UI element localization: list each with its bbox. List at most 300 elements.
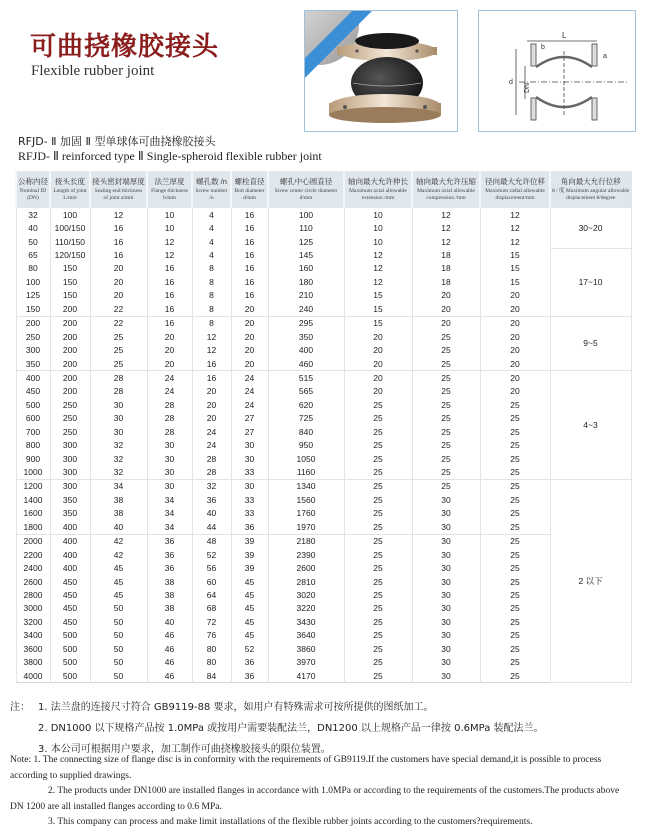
table-cell: 32: [90, 452, 147, 465]
page-title-cn: 可曲挠橡胶接头: [30, 32, 220, 62]
table-cell: 25: [344, 615, 412, 628]
table-cell: 12: [480, 208, 550, 221]
table-cell: 12: [192, 343, 231, 356]
table-cell: 33: [231, 493, 268, 506]
angle-displacement-cell: 30~20: [550, 208, 631, 248]
table-row: [16, 289, 631, 302]
table-cell: 20: [480, 289, 550, 302]
column-header: [231, 171, 268, 208]
table-cell: 16: [231, 262, 268, 275]
table-cell: 30: [231, 479, 268, 493]
table-cell: 1200: [16, 479, 50, 493]
table-cell: 24: [147, 371, 192, 385]
table-cell: 200: [50, 357, 90, 371]
table-row: [16, 235, 631, 248]
table-cell: 28: [147, 398, 192, 411]
table-cell: 25: [480, 398, 550, 411]
column-header-cn: 接头长度: [55, 177, 85, 186]
table-cell: 27: [231, 412, 268, 425]
table-cell: 24: [231, 385, 268, 398]
table-row: [16, 534, 631, 548]
table-cell: 110/150: [50, 235, 90, 248]
column-header: [480, 171, 550, 208]
column-header-cn: 螺孔中心圆直径: [279, 177, 333, 186]
table-cell: 4000: [16, 669, 50, 683]
table-cell: 20: [231, 343, 268, 356]
table-cell: 725: [268, 412, 344, 425]
column-header-cn: 轴向最大允许压缩: [416, 177, 476, 186]
table-cell: 210: [268, 289, 344, 302]
table-cell: 1400: [16, 493, 50, 506]
notes-cn: [10, 697, 544, 760]
angle-displacement-cell: 2 以下: [550, 479, 631, 683]
table-row: [16, 248, 631, 261]
table-cell: 25: [412, 343, 480, 356]
table-cell: 28: [192, 452, 231, 465]
note-cn-2: 2. DN1000 以下规格产品按 1.0MPa 或按用户需要装配法兰，DN1200 以上规格产品一律按 0.6MPa 装配法兰。: [38, 723, 544, 734]
note-cn-1: 1. 法兰盘的连接尺寸符合 GB9119-88 要求，如用户有特殊需求可按所提供的图纸加工。: [38, 702, 434, 713]
table-cell: 250: [16, 330, 50, 343]
table-cell: 150: [16, 302, 50, 316]
table-cell: 25: [344, 452, 412, 465]
table-cell: 10: [344, 235, 412, 248]
table-cell: 1340: [268, 479, 344, 493]
table-cell: 8: [192, 316, 231, 330]
table-cell: 500: [50, 669, 90, 683]
table-cell: 700: [16, 425, 50, 438]
column-header-en: Flange thickness b/mm: [151, 188, 188, 201]
column-header-en: Maximum radial allowable displacement/mm: [485, 188, 545, 201]
table-cell: 32: [192, 479, 231, 493]
table-cell: 25: [412, 398, 480, 411]
table-cell: 16: [147, 316, 192, 330]
table-cell: 400: [50, 534, 90, 548]
table-cell: 25: [480, 534, 550, 548]
table-row: [16, 221, 631, 234]
table-cell: 12: [412, 208, 480, 221]
table-cell: 25: [412, 412, 480, 425]
table-cell: 25: [480, 561, 550, 574]
table-cell: 150: [50, 275, 90, 288]
table-cell: 2180: [268, 534, 344, 548]
table-cell: 45: [231, 615, 268, 628]
column-header-en: Screw center circle diameter d/mm: [274, 188, 338, 201]
table-cell: 12: [147, 248, 192, 261]
table-cell: 1160: [268, 465, 344, 479]
table-cell: 20: [147, 343, 192, 356]
table-cell: 30: [412, 669, 480, 683]
column-header: [90, 171, 147, 208]
table-cell: 30: [412, 493, 480, 506]
table-cell: 25: [480, 642, 550, 655]
table-cell: 8: [192, 302, 231, 316]
column-header-en: θ / 度 Maximum angular allowable displacement θ/degree: [552, 188, 630, 201]
table-cell: 25: [344, 642, 412, 655]
table-cell: 16: [231, 275, 268, 288]
table-row: [16, 316, 631, 330]
table-cell: 450: [16, 385, 50, 398]
table-cell: 200: [50, 302, 90, 316]
table-cell: 25: [480, 629, 550, 642]
table-cell: 25: [412, 452, 480, 465]
model-description-en: RFJD- Ⅱ reinforced type Ⅱ Single-spheroid flexible rubber joint: [18, 149, 322, 163]
table-cell: 30: [412, 534, 480, 548]
table-cell: 25: [480, 438, 550, 451]
table-cell: 25: [480, 602, 550, 615]
table-row: [16, 588, 631, 601]
table-cell: 900: [16, 452, 50, 465]
table-cell: 500: [16, 398, 50, 411]
table-cell: 20: [90, 275, 147, 288]
table-cell: 25: [412, 438, 480, 451]
table-cell: 250: [50, 412, 90, 425]
table-cell: 68: [192, 602, 231, 615]
column-header: [344, 171, 412, 208]
product-photo: [304, 10, 458, 132]
table-cell: 20: [344, 330, 412, 343]
table-cell: 500: [50, 629, 90, 642]
table-cell: 20: [231, 330, 268, 343]
table-cell: 200: [50, 330, 90, 343]
table-cell: 300: [50, 438, 90, 451]
table-cell: 32: [16, 208, 50, 221]
table-cell: 3400: [16, 629, 50, 642]
table-cell: 400: [16, 371, 50, 385]
table-cell: 50: [90, 669, 147, 683]
table-row: [16, 615, 631, 628]
table-cell: 25: [90, 357, 147, 371]
table-cell: 515: [268, 371, 344, 385]
table-cell: 4: [192, 221, 231, 234]
table-cell: 10: [344, 208, 412, 221]
table-cell: 3430: [268, 615, 344, 628]
column-header-cn: 轴向最大允许伸长: [348, 177, 408, 186]
table-cell: 30: [412, 507, 480, 520]
table-cell: 16: [192, 371, 231, 385]
table-cell: 30: [412, 561, 480, 574]
angle-displacement-cell: 9~5: [550, 316, 631, 371]
column-header: [192, 171, 231, 208]
table-row: [16, 371, 631, 385]
table-cell: 50: [90, 655, 147, 668]
table-cell: 25: [412, 330, 480, 343]
table-row: [16, 548, 631, 561]
table-cell: 2000: [16, 534, 50, 548]
dimension-diagram-icon: [479, 11, 635, 131]
table-cell: 16: [231, 235, 268, 248]
column-header-cn: 法兰厚度: [154, 177, 185, 186]
table-cell: 25: [344, 479, 412, 493]
table-cell: 20: [480, 357, 550, 371]
table-cell: 48: [192, 534, 231, 548]
table-cell: 20: [412, 302, 480, 316]
table-cell: 2800: [16, 588, 50, 601]
table-cell: 33: [231, 465, 268, 479]
table-cell: 20: [344, 371, 412, 385]
table-cell: 12: [480, 235, 550, 248]
table-cell: 240: [268, 302, 344, 316]
table-cell: 450: [50, 588, 90, 601]
table-cell: 45: [231, 575, 268, 588]
column-header-en: Maximum axial allowable compression /mm: [417, 188, 475, 201]
table-cell: 36: [147, 548, 192, 561]
table-cell: 12: [147, 235, 192, 248]
table-cell: 12: [192, 330, 231, 343]
table-cell: 10: [147, 208, 192, 221]
column-header-en: Length of joint L/mm: [53, 188, 87, 201]
table-cell: 30: [147, 452, 192, 465]
table-cell: 12: [412, 221, 480, 234]
table-cell: 30: [90, 425, 147, 438]
table-cell: 46: [147, 642, 192, 655]
table-cell: 30: [412, 642, 480, 655]
specification-table: [15, 171, 632, 683]
table-cell: 38: [147, 575, 192, 588]
table-cell: 45: [90, 561, 147, 574]
column-header: [16, 171, 50, 208]
table-row: [16, 302, 631, 316]
table-cell: 25: [480, 479, 550, 493]
table-cell: 20: [231, 357, 268, 371]
table-cell: 50: [90, 642, 147, 655]
table-cell: 3220: [268, 602, 344, 615]
column-header-cn: 公称内径: [18, 177, 48, 186]
table-cell: 39: [231, 561, 268, 574]
table-cell: 25: [344, 520, 412, 534]
column-header: [412, 171, 480, 208]
table-cell: 4: [192, 208, 231, 221]
table-cell: 76: [192, 629, 231, 642]
table-cell: 12: [344, 248, 412, 261]
table-cell: 160: [268, 262, 344, 275]
table-cell: 42: [90, 534, 147, 548]
table-row: [16, 520, 631, 534]
table-cell: 250: [50, 398, 90, 411]
table-cell: 18: [412, 275, 480, 288]
diagram-label-l: L: [562, 31, 567, 40]
table-cell: 80: [16, 262, 50, 275]
table-cell: 46: [147, 629, 192, 642]
table-cell: 65: [16, 248, 50, 261]
table-cell: 25: [344, 655, 412, 668]
table-row: [16, 575, 631, 588]
table-cell: 18: [412, 248, 480, 261]
table-cell: 39: [231, 548, 268, 561]
table-cell: 25: [344, 548, 412, 561]
table-cell: 25: [480, 452, 550, 465]
table-cell: 32: [90, 438, 147, 451]
table-cell: 80: [192, 642, 231, 655]
table-cell: 12: [480, 221, 550, 234]
table-row: [16, 602, 631, 615]
table-cell: 350: [268, 330, 344, 343]
table-cell: 100: [16, 275, 50, 288]
table-cell: 30: [147, 465, 192, 479]
table-row: [16, 262, 631, 275]
table-cell: 25: [344, 561, 412, 574]
table-cell: 36: [231, 655, 268, 668]
table-cell: 18: [412, 262, 480, 275]
table-cell: 30: [231, 438, 268, 451]
table-cell: 25: [344, 575, 412, 588]
table-cell: 400: [268, 343, 344, 356]
table-cell: 25: [480, 588, 550, 601]
table-cell: 30: [147, 479, 192, 493]
column-header-cn: 接头密封端厚度: [92, 177, 145, 186]
table-cell: 16: [90, 235, 147, 248]
table-cell: 25: [344, 398, 412, 411]
table-cell: 12: [344, 275, 412, 288]
table-cell: 28: [147, 412, 192, 425]
dimension-diagram: [478, 10, 636, 132]
column-header-cn: 角向最大允行位移: [560, 177, 621, 186]
table-cell: 27: [231, 425, 268, 438]
table-cell: 30: [412, 602, 480, 615]
table-cell: 25: [480, 493, 550, 506]
table-cell: 2390: [268, 548, 344, 561]
table-cell: 565: [268, 385, 344, 398]
table-cell: 20: [192, 398, 231, 411]
table-row: [16, 425, 631, 438]
table-cell: 15: [480, 262, 550, 275]
table-cell: 45: [231, 629, 268, 642]
note-cn-3: 3. 本公司可根据用户要求，加工制作可曲挠橡胶接头的限位装置。: [38, 744, 331, 755]
table-cell: 44: [192, 520, 231, 534]
table-cell: 25: [480, 655, 550, 668]
diagram-label-b: b: [541, 44, 545, 51]
table-cell: 28: [192, 465, 231, 479]
table-cell: 460: [268, 357, 344, 371]
table-cell: 38: [147, 602, 192, 615]
table-cell: 34: [147, 507, 192, 520]
table-cell: 16: [147, 262, 192, 275]
table-cell: 52: [192, 548, 231, 561]
table-cell: 45: [231, 588, 268, 601]
table-cell: 45: [90, 575, 147, 588]
table-cell: 40: [90, 520, 147, 534]
table-cell: 36: [231, 520, 268, 534]
table-cell: 100/150: [50, 221, 90, 234]
table-row: [16, 357, 631, 371]
table-cell: 16: [231, 289, 268, 302]
table-row: [16, 507, 631, 520]
column-header-en: Bolt diameter d/mm: [234, 188, 265, 201]
table-cell: 84: [192, 669, 231, 683]
table-cell: 500: [50, 655, 90, 668]
note-en-2: 2. The products under DN1000 are installed flanges in accordance with 1.0MPa or according to the requirements of the customers.The products above DN 1200 are all installed flanges according to 0.6 MPa.: [10, 786, 620, 812]
table-row: [16, 452, 631, 465]
table-cell: 64: [192, 588, 231, 601]
table-cell: 30: [412, 575, 480, 588]
table-cell: 28: [90, 371, 147, 385]
table-cell: 25: [344, 412, 412, 425]
table-cell: 20: [412, 316, 480, 330]
table-cell: 45: [90, 588, 147, 601]
table-cell: 20: [412, 289, 480, 302]
table-cell: 300: [16, 343, 50, 356]
table-cell: 20: [344, 343, 412, 356]
table-cell: 450: [50, 602, 90, 615]
table-cell: 25: [480, 465, 550, 479]
table-cell: 1050: [268, 452, 344, 465]
table-row: [16, 385, 631, 398]
table-cell: 25: [344, 669, 412, 683]
table-cell: 33: [231, 507, 268, 520]
table-cell: 25: [412, 479, 480, 493]
table-cell: 25: [344, 425, 412, 438]
table-cell: 950: [268, 438, 344, 451]
table-cell: 50: [90, 602, 147, 615]
table-cell: 350: [50, 493, 90, 506]
table-cell: 20: [480, 371, 550, 385]
table-cell: 36: [147, 534, 192, 548]
table-cell: 80: [192, 655, 231, 668]
table-cell: 200: [50, 385, 90, 398]
table-cell: 40: [16, 221, 50, 234]
table-row: [16, 561, 631, 574]
table-cell: 3970: [268, 655, 344, 668]
column-header-cn: 螺栓直径: [234, 177, 265, 186]
table-cell: 40: [147, 615, 192, 628]
table-cell: 145: [268, 248, 344, 261]
table-cell: 8: [192, 289, 231, 302]
table-cell: 3800: [16, 655, 50, 668]
table-cell: 20: [480, 385, 550, 398]
table-cell: 20: [480, 316, 550, 330]
table-cell: 38: [90, 493, 147, 506]
table-cell: 120/150: [50, 248, 90, 261]
table-cell: 25: [344, 507, 412, 520]
table-cell: 20: [147, 330, 192, 343]
table-cell: 30: [90, 398, 147, 411]
table-cell: 2600: [268, 561, 344, 574]
table-cell: 20: [480, 343, 550, 356]
table-cell: 30: [412, 548, 480, 561]
table-cell: 20: [344, 357, 412, 371]
table-cell: 15: [344, 289, 412, 302]
table-cell: 300: [50, 479, 90, 493]
table-cell: 12: [344, 262, 412, 275]
table-cell: 3200: [16, 615, 50, 628]
table-row: [16, 343, 631, 356]
table-cell: 20: [90, 262, 147, 275]
table-cell: 25: [344, 534, 412, 548]
table-cell: 60: [192, 575, 231, 588]
table-cell: 1560: [268, 493, 344, 506]
column-header-en: Sealing end thickness of joint a/mm: [94, 188, 143, 201]
table-cell: 30: [412, 615, 480, 628]
table-cell: 100: [50, 208, 90, 221]
table-cell: 3600: [16, 642, 50, 655]
table-cell: 34: [147, 493, 192, 506]
table-cell: 50: [16, 235, 50, 248]
table-cell: 25: [480, 507, 550, 520]
table-cell: 295: [268, 316, 344, 330]
table-cell: 200: [50, 371, 90, 385]
table-cell: 3860: [268, 642, 344, 655]
table-cell: 72: [192, 615, 231, 628]
table-cell: 25: [344, 629, 412, 642]
model-description-cn: RFJD- Ⅱ 加固 Ⅱ 型单球体可曲挠橡胶接头: [18, 135, 216, 148]
table-cell: 400: [50, 561, 90, 574]
table-cell: 16: [231, 248, 268, 261]
angle-displacement-cell: 4~3: [550, 371, 631, 480]
table-cell: 840: [268, 425, 344, 438]
table-cell: 4170: [268, 669, 344, 683]
table-cell: 200: [16, 316, 50, 330]
table-cell: 12: [90, 208, 147, 221]
table-cell: 3640: [268, 629, 344, 642]
